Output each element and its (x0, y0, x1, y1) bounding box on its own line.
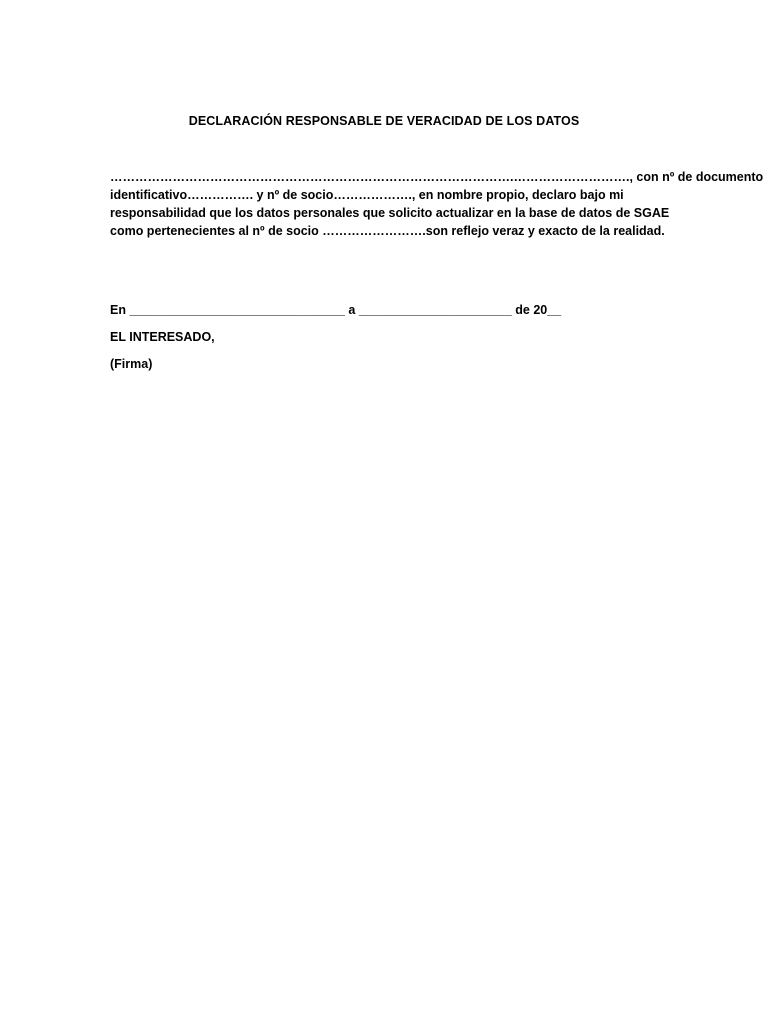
declaration-paragraph (110, 168, 764, 240)
paragraph-line: como pertenecientes al nº de socio …………………….son reflejo veraz y exacto de la realidad. (110, 224, 665, 238)
paragraph-line: …………………………………………………………………………………….………………………., con nº de documento (110, 170, 764, 184)
signature-label: (Firma) (110, 357, 153, 371)
paragraph-line: identificativo……………. y nº de socio………………., en nombre propio, declaro bajo mi (110, 188, 624, 202)
place-date-line: En _______________________________ a ______________________ de 20__ (110, 303, 562, 317)
paragraph-line: responsabilidad que los datos personales que solicito actualizar en la base de datos de SGAE (110, 206, 670, 220)
interesado-label: EL INTERESADO, (110, 330, 215, 344)
document-title: DECLARACIÓN RESPONSABLE DE VERACIDAD DE LOS DATOS (188, 114, 580, 128)
